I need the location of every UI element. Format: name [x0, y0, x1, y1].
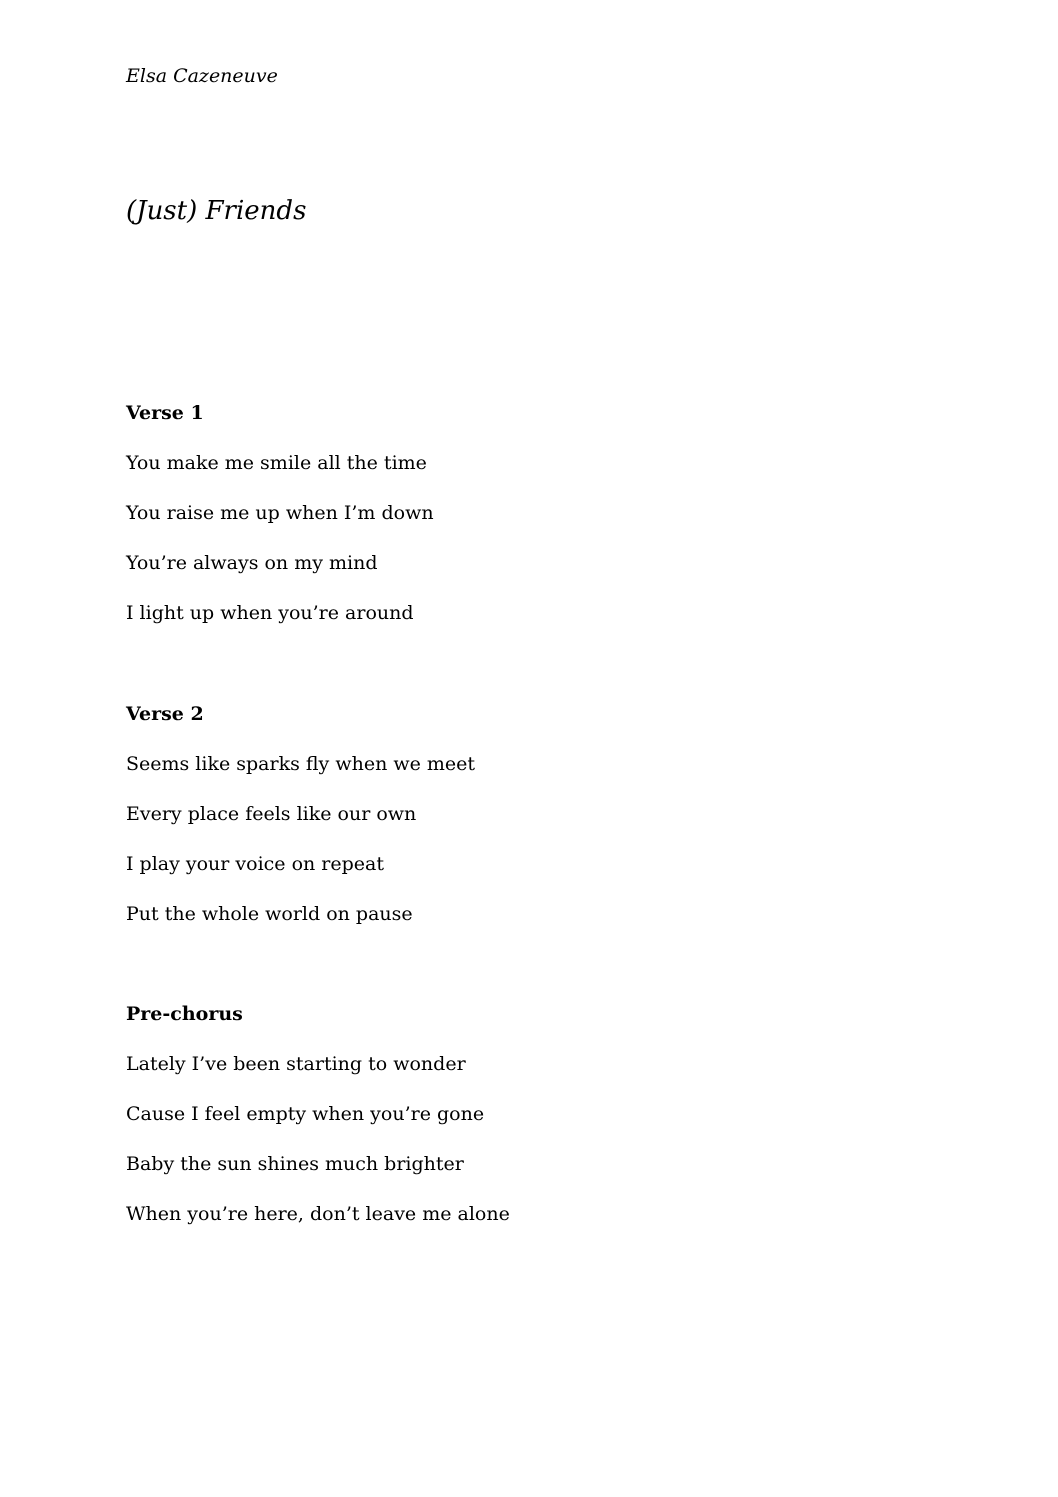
section-heading: Pre-chorus — [126, 1003, 243, 1025]
lyric-line: You’re always on my mind — [126, 552, 378, 574]
section-pre-chorus — [126, 1002, 926, 1226]
lyric-line: Put the whole world on pause — [126, 903, 413, 925]
lyric-line: You raise me up when I’m down — [126, 502, 434, 524]
lyric-line: When you’re here, don’t leave me alone — [126, 1203, 510, 1225]
section-verse-1 — [126, 401, 926, 625]
lyric-line: Baby the sun shines much brighter — [126, 1153, 464, 1175]
section-heading: Verse 2 — [126, 703, 204, 725]
lyric-line: Cause I feel empty when you’re gone — [126, 1103, 485, 1125]
lyric-line: I light up when you’re around — [126, 602, 414, 624]
song-title: (Just) Friends — [126, 196, 307, 226]
lyric-line: You make me smile all the time — [126, 452, 427, 474]
lyric-line: I play your voice on repeat — [126, 853, 385, 875]
lyric-line: Lately I’ve been starting to wonder — [126, 1053, 466, 1075]
lyric-line: Seems like sparks fly when we meet — [126, 753, 476, 775]
lyric-line: Every place feels like our own — [126, 803, 417, 825]
section-verse-2 — [126, 702, 926, 926]
author-name: Elsa Cazeneuve — [126, 65, 278, 87]
section-heading: Verse 1 — [126, 402, 204, 424]
